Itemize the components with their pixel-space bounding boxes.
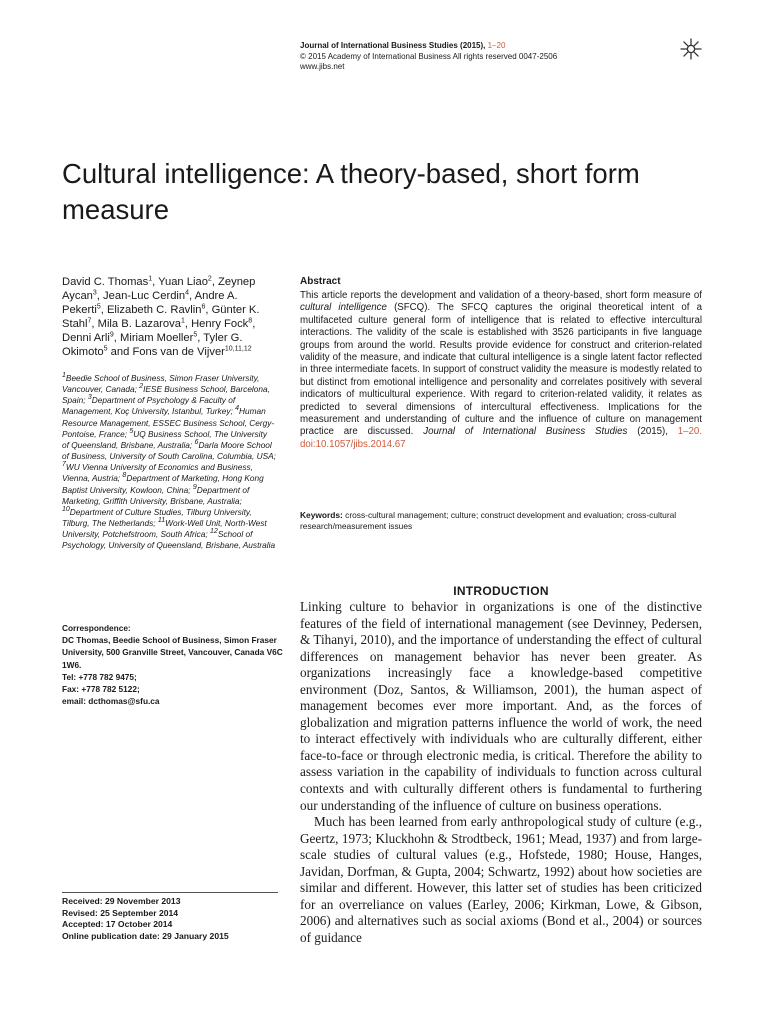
author-name: Günter K. Stahl bbox=[62, 304, 260, 330]
affiliation-text: UQ Business School, The University of Queensland, Brisbane, Australia; bbox=[62, 428, 267, 450]
citation-doi: 1–20. doi:10.1057/jibs.2014.67 bbox=[300, 426, 702, 450]
author-affiliation-marker: 5 bbox=[103, 345, 108, 353]
author-affiliation-marker: 4 bbox=[185, 289, 190, 297]
affiliation-text: School of Psychology, University of Queensland, Brisbane, Australia bbox=[62, 529, 276, 551]
affiliation-text: Department of Psychology & Faculty of Management, Koç University, Istanbul, Turkey; bbox=[62, 395, 236, 417]
affiliation-text: Department of Marketing, Griffith University, Brisbane, Australia; bbox=[62, 484, 250, 506]
affiliation-marker: 9 bbox=[192, 483, 197, 491]
affiliation-marker: 12 bbox=[210, 528, 218, 536]
author-name: Miriam Moeller bbox=[120, 332, 194, 344]
author-affiliation-marker: 8 bbox=[248, 317, 253, 325]
dates-divider bbox=[62, 892, 278, 893]
affiliation-text: IESE Business School, Barcelona, Spain; bbox=[62, 384, 270, 406]
keywords-label: Keywords: bbox=[300, 510, 343, 520]
author-affiliation-marker: 1 bbox=[148, 275, 153, 283]
author-name: Elizabeth C. Ravlin bbox=[106, 304, 202, 316]
keywords-text: cross-cultural management; culture; construct development and evaluation; cross-cultural research/measurement issues bbox=[300, 510, 677, 531]
affiliation-text: Human Resource Management, ESSEC Business School, Cergy-Pontoise, France; bbox=[62, 406, 275, 439]
affiliation-text: WU Vienna University of Economics and Business, Vienna, Austria; bbox=[62, 462, 253, 484]
body-paragraph: Linking culture to behavior in organizations is one of the distinctive features of the field of international management (see Devinney, Pedersen, & Tihanyi, 2010), and the importance of understanding the effect of cultural differences on management behavior has never been greater. As organizations increasingly face a knowledge-based competitive environment (Doz, Santos, & Williamson, 2001), the human aspect of management becomes ever more important. And, as the forces of globalization and migration patterns influence the world of work, the need to interact effectively with individuals who are culturally different, either face-to-face or through electronic media, is critical. Therefore the ability to assess variation in the capability of individuals to function across cultural contexts and with culturally different others is fundamental to furthering our understanding of the influence of culture on business operations. bbox=[300, 599, 702, 813]
author-name: Andre A. Pekerti bbox=[62, 290, 238, 316]
affiliation-marker: 6 bbox=[194, 439, 199, 447]
received-date: Received: 29 November 2013 bbox=[62, 896, 181, 906]
author-name: Henry Fock bbox=[191, 318, 249, 330]
affiliation-marker: 8 bbox=[122, 472, 127, 480]
author-affiliation-marker: 2 bbox=[207, 275, 212, 283]
correspondence-label: Correspondence: bbox=[62, 623, 131, 633]
author-list: David C. Thomas$^1$, Yuan Liao$^2$, Zeynep Aycan$^3$, Jean-Luc Cerdin$^4$, Andre A. Pekerti$^5$, Elizabeth C. Ravlin$^6$, Günter K. Stahl$^7$, Mila B. Lazarova$^1$, Henry Fock$^8$, Denni Arli$^9$, Miriam Moeller$^5$, Tyler G. Okimoto$^5$ and Fons van de Vijver$^{10,11,12}$ bbox=[62, 275, 260, 358]
affiliation-marker: 1 bbox=[62, 372, 66, 380]
author-name: Yuan Liao bbox=[158, 276, 208, 288]
correspondence bbox=[62, 622, 284, 707]
author-affiliation-marker: 10,11,12 bbox=[224, 345, 252, 353]
affiliation-marker: 7 bbox=[62, 461, 66, 469]
author-affiliation-marker: 3 bbox=[92, 289, 97, 297]
affiliation-marker: 10 bbox=[62, 506, 70, 514]
author-name: Jean-Luc Cerdin bbox=[103, 290, 186, 302]
affiliation-marker: 3 bbox=[87, 394, 92, 402]
article-title: Cultural intelligence: A theory-based, short form measure bbox=[62, 158, 640, 225]
affiliation-marker: 2 bbox=[139, 383, 144, 391]
copyright-line: © 2015 Academy of International Business All rights reserved 0047-2506 bbox=[300, 51, 558, 61]
author-name: Tyler G. Okimoto bbox=[62, 332, 243, 358]
introduction-heading: INTRODUCTION bbox=[453, 584, 549, 598]
journal-header bbox=[300, 41, 710, 73]
affiliations bbox=[62, 373, 276, 552]
journal-website: www.jibs.net bbox=[300, 62, 345, 71]
correspondence-details: DC Thomas, Beedie School of Business, Simon Fraser University, 500 Granville Street, Vancouver, Canada V6C 1W6. Tel: +778 782 9475; Fax: +778 782 5122; email: dcthomas@sfu.ca bbox=[62, 635, 283, 707]
author-name: Mila B. Lazarova bbox=[97, 318, 181, 330]
author-name: Denni Arli bbox=[62, 332, 110, 344]
affiliation-marker: 5 bbox=[129, 428, 134, 436]
accepted-date: Accepted: 17 October 2014 bbox=[62, 919, 173, 929]
journal-citation-line bbox=[300, 41, 710, 52]
author-affiliation-marker: 5 bbox=[96, 303, 101, 311]
introduction-body bbox=[300, 599, 702, 946]
abstract-text-part: (SFCQ). The SFCQ captures the original theoretical intent of a multifaceted culture general form of intelligence that is related to effective intercultural interactions. The validity of the scale is established with 3526 participants in five language groups from around the world. Results provide evidence for construct and criterion-related validity of the measure, and indicate that cultural intelligence is a single latent factor reflected in three intermediate facets. In support of construct validity the measure is modestly related to but distinct from emotional intelligence and personality and correlates positively with several indicators of multicultural experience. With regard to criterion-related validity, it relates as predicted to several dimensions of intercultural effectiveness. Implications for the measurement and understanding of culture and the influence of culture on management practice are discussed. bbox=[300, 302, 702, 438]
affiliation-text: Beedie School of Business, Simon Fraser University, Vancouver, Canada; bbox=[62, 373, 260, 395]
body-paragraph: Much has been learned from early anthropological study of culture (e.g., Geertz, 1973; Kluckhohn & Strodtbeck, 1961; Mead, 1937) and from large-scale studies of cultural values (e.g., Hofstede, 1980; House, Hanges, Javidan, Dorfman, & Gupta, 2004; Schwartz, 1992) about how societies are similar and different. However, this latter set of studies has been criticized for an overreliance on values (Earley, 2006; Kirkman, Lowe, & Gibson, 2006) and alternatives such as social axioms (Bond et al., 2004) or sources of guidance bbox=[300, 814, 702, 945]
publisher-logo-icon bbox=[680, 38, 702, 60]
affiliation-text: Department of Culture Studies, Tilburg University, Tilburg, The Netherlands; bbox=[62, 506, 252, 529]
author-affiliation-marker: 9 bbox=[109, 331, 114, 339]
journal-pages: 1–20 bbox=[485, 41, 506, 50]
abstract-italic-term: cultural intelligence bbox=[300, 302, 387, 314]
affiliation-text: Work-Well Unit, North-West University, Potchefstroom, South Africa; bbox=[62, 518, 267, 540]
author-name: David C. Thomas bbox=[62, 276, 149, 288]
journal-name: Journal of International Business Studies (2015), bbox=[300, 41, 486, 50]
online-publication-date: Online publication date: 29 January 2015 bbox=[62, 930, 229, 941]
author-affiliation-marker: 5 bbox=[193, 331, 198, 339]
affiliation-marker: 4 bbox=[235, 405, 239, 413]
affiliation-text: Department of Marketing, Hong Kong Baptist University, Kowloon, China; bbox=[62, 473, 264, 495]
revised-date: Revised: 25 September 2014 bbox=[62, 907, 179, 918]
author-name: Fons van de Vijver bbox=[132, 346, 225, 358]
author-affiliation-marker: 7 bbox=[87, 317, 92, 325]
citation-journal: Journal of International Business Studies bbox=[423, 426, 628, 438]
abstract-text-part: This article reports the development and validation of a theory-based, short form measure of bbox=[300, 290, 702, 301]
author-affiliation-marker: 6 bbox=[201, 303, 206, 311]
author-affiliation-marker: 1 bbox=[180, 317, 185, 325]
citation-year: (2015), bbox=[627, 426, 678, 438]
affiliation-text: Darla Moore School of Business, University of South Carolina, Columbia, USA; bbox=[62, 439, 276, 462]
publication-dates bbox=[62, 896, 284, 942]
abstract-text bbox=[300, 290, 702, 451]
abstract-heading: Abstract bbox=[300, 276, 341, 287]
affiliation-marker: 11 bbox=[157, 517, 166, 525]
keywords bbox=[300, 510, 702, 532]
author-name: Zeynep Aycan bbox=[62, 276, 256, 302]
